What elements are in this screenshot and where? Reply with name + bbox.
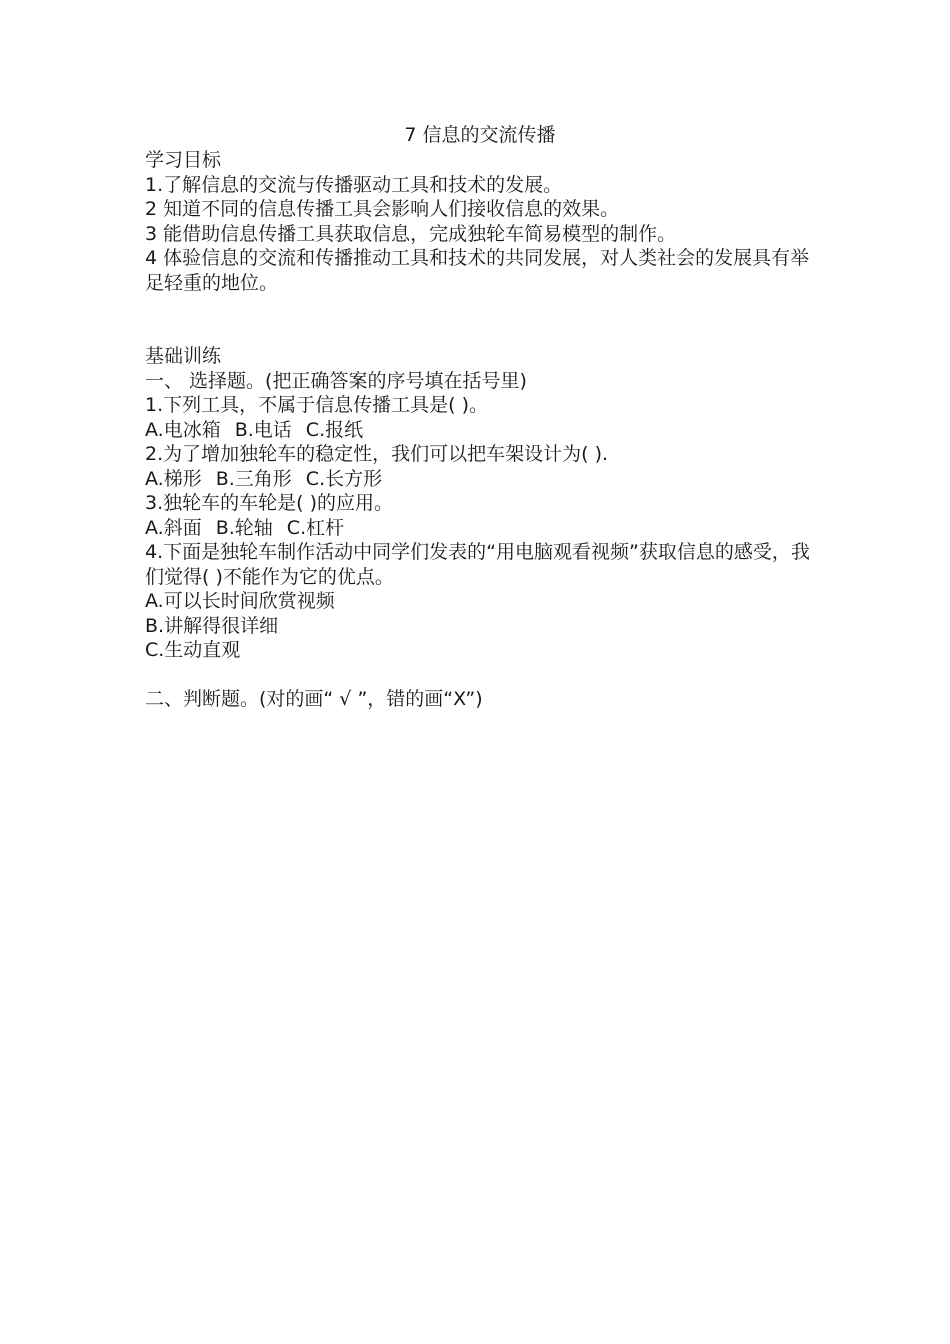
blank-line [145, 320, 815, 345]
section-2-heading: 二、判断题。(对的画“ √ ”，错的画“X”) [145, 688, 483, 710]
question-2-option-c: C.长方形 [305, 467, 383, 490]
question-4-option-c: C.生动直观 [145, 639, 241, 661]
question-4-stem: 4.下面是独轮车制作活动中同学们发表的“用电脑观看视频”获取信息的感受，我们觉得( )不能作为它的优点。 [145, 541, 810, 588]
objective-2: 2 知道不同的信息传播工具会影响人们接收信息的效果。 [145, 198, 620, 220]
question-1-stem: 1.下列工具，不属于信息传播工具是( )。 [145, 394, 488, 416]
question-2-stem: 2.为了增加独轮车的稳定性，我们可以把车架设计为( ). [145, 443, 609, 465]
objectives-heading: 学习目标 [145, 149, 222, 171]
blank-line [145, 663, 815, 688]
question-3-option-c: C.杠杆 [286, 516, 345, 539]
question-4-option-b: B.讲解得很详细 [145, 614, 279, 637]
question-1-option-a: A.电冰箱 [145, 418, 221, 441]
question-1-option-b: B.电话 [234, 418, 292, 441]
question-2-option-b: B.三角形 [215, 467, 292, 490]
question-3-options [145, 516, 815, 541]
question-2-options [145, 467, 815, 492]
objective-3: 3 能借助信息传播工具获取信息，完成独轮车简易模型的制作。 [145, 222, 677, 245]
question-1-options [145, 418, 815, 443]
question-4-option-a: A.可以长时间欣赏视频 [145, 590, 335, 612]
document-title: 7 信息的交流传播 [404, 124, 556, 146]
document-body [145, 122, 815, 712]
objective-1: 1.了解信息的交流与传播驱动工具和技术的发展。 [145, 173, 563, 196]
question-2-option-a: A.梯形 [145, 467, 202, 490]
blank-line [145, 295, 815, 320]
section-1-heading: 一、 选择题。(把正确答案的序号填在括号里) [145, 369, 527, 392]
objective-4: 4 体验信息的交流和传播推动工具和技术的共同发展，对人类社会的发展具有举足轻重的地位。 [145, 247, 810, 294]
question-1-option-c: C.报纸 [305, 418, 364, 441]
question-3-option-a: A.斜面 [145, 516, 202, 539]
question-3-stem: 3.独轮车的车轮是( )的应用。 [145, 492, 393, 514]
question-3-option-b: B.轮轴 [215, 516, 273, 539]
training-heading: 基础训练 [145, 345, 222, 367]
